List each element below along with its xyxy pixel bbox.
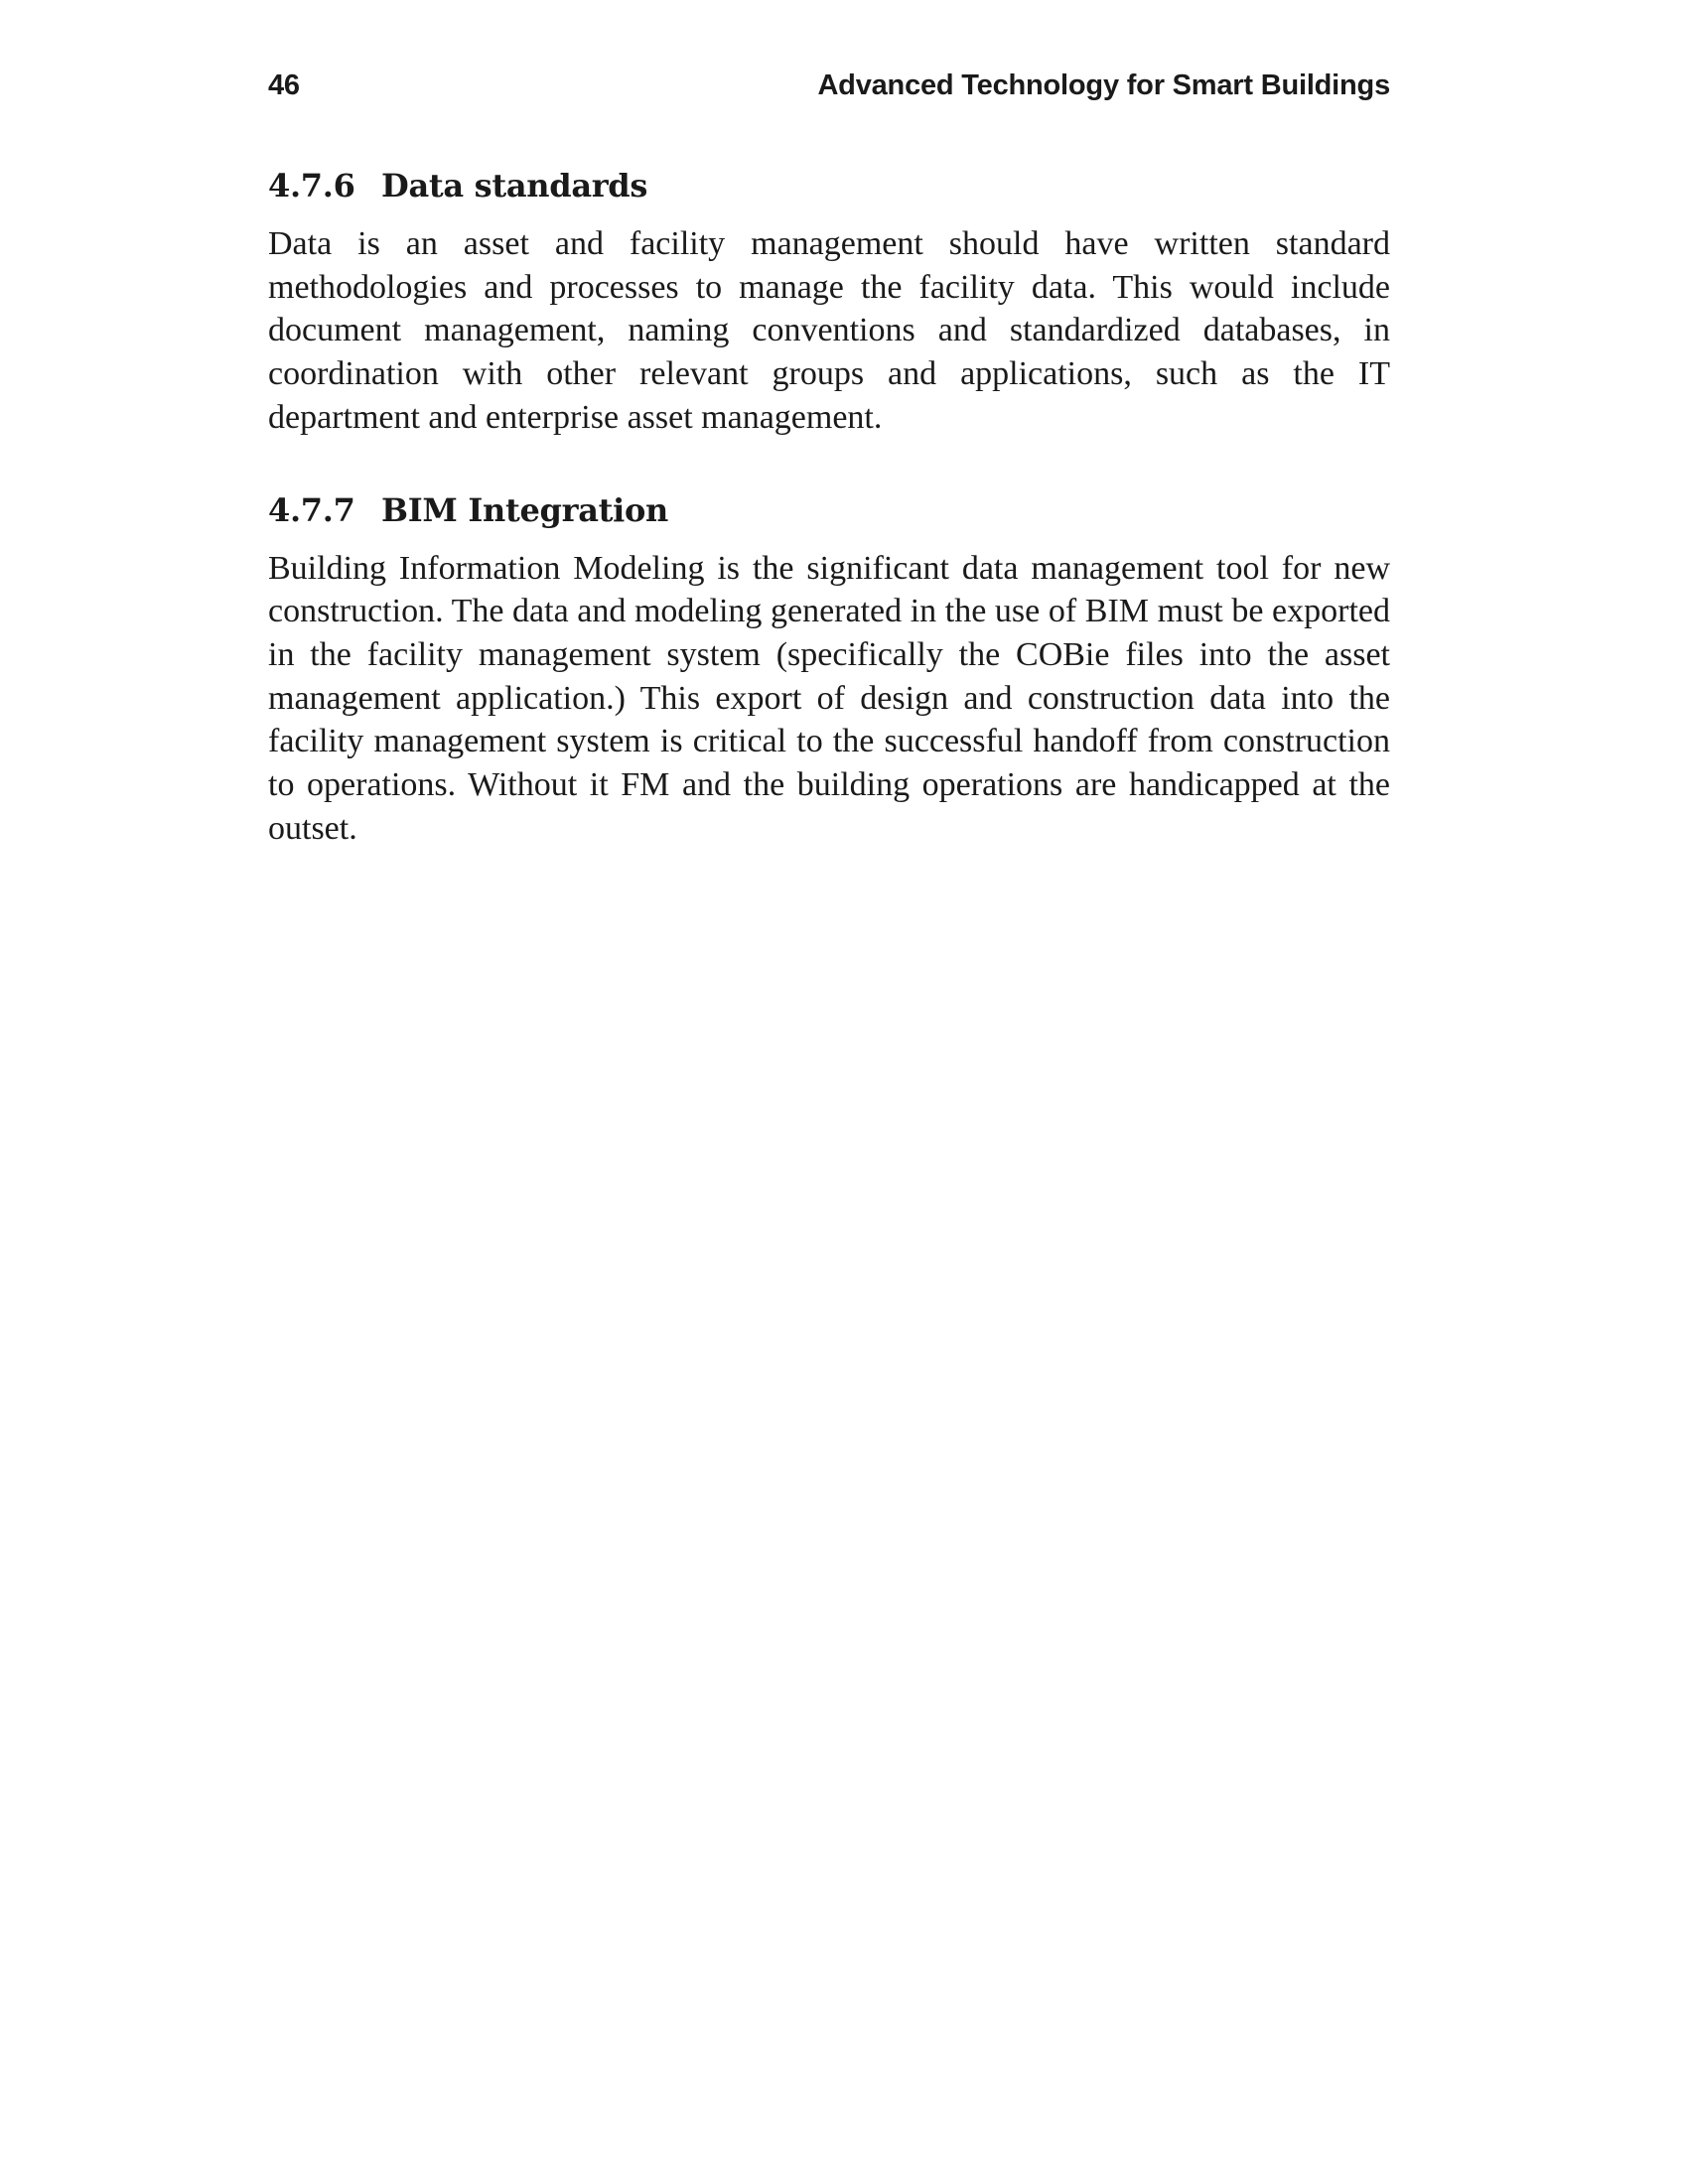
page-body xyxy=(268,167,1390,850)
page-number: 46 xyxy=(268,69,300,101)
book-title: Advanced Technology for Smart Buildings xyxy=(817,69,1390,101)
section-number: 4.7.7 xyxy=(268,490,355,529)
section-heading xyxy=(268,167,1390,205)
section-number: 4.7.6 xyxy=(268,167,355,205)
section-bim-integration xyxy=(268,491,1390,851)
section-data-standards xyxy=(268,167,1390,440)
running-head xyxy=(268,69,1390,102)
section-paragraph: Building Information Modeling is the significant data management tool for new construction. The data and modeling generated in the use of BIM must be exported in the facility management system (specifically the COBie files into the asset management application.) This export of design and construction data into the facility management system is critical to the successful handoff from construction to operations. Without it FM and the building operations are handicapped at the outset. xyxy=(268,549,1390,847)
section-title: Data standards xyxy=(381,167,648,205)
section-title: BIM Integration xyxy=(381,490,668,529)
section-paragraph: Data is an asset and facility management should have written standard methodologies and processes to manage the facility data. This would include document management, naming conventions and standardized databases, in coordination with other relevant groups and applications, such as the IT department and enterprise asset management. xyxy=(268,225,1390,436)
section-heading xyxy=(268,491,1390,529)
